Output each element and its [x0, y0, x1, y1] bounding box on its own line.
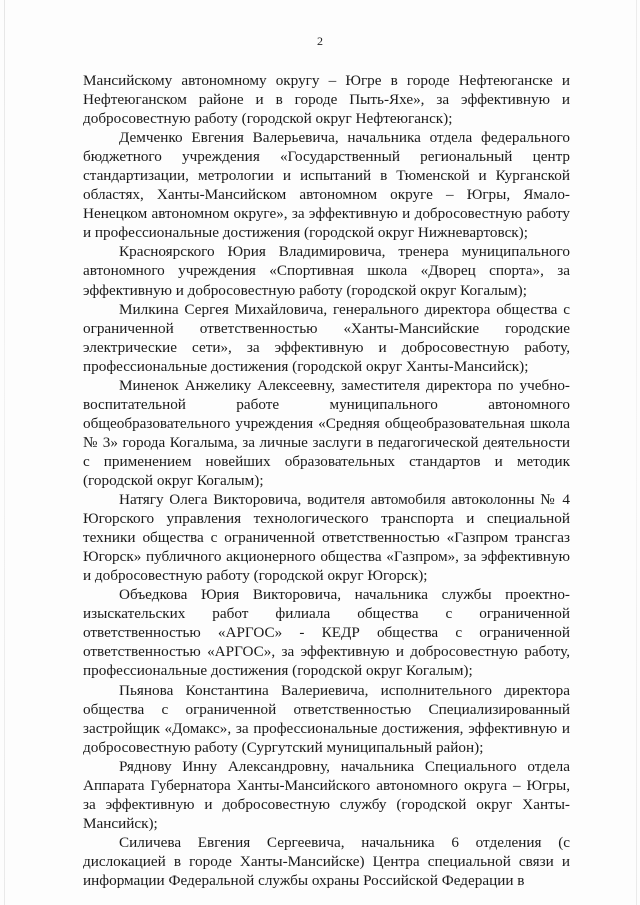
paragraph-demchenko: Демченко Евгения Валерьевича, начальника отдела федерального бюджетного учреждения «Государственный региональный центр стандартизации, метрологии и испытаний в Тюменской и Курганской областях, Ханты-Мансийском автономном округе – Югры, Ямало-Ненецком автономном округе», за эффективную и добросовестную работу и профессиональные достижения (городской округ Нижневартовск); — [83, 129, 570, 242]
document-body — [83, 71, 570, 890]
paragraph-silichev: Силичева Евгения Сергеевича, начальника 6 отделения (с дислокацией в городе Ханты-Мансийске) Центра специальной связи и информации Федеральной службы охраны Российской Федерации в — [83, 833, 570, 889]
paragraph-natyaga: Натягу Олега Викторовича, водителя автомобиля автоколонны № 4 Югорского управления технологического транспорта и специальной техники общества с ограниченной ответственностью «Газпром трансгаз Югорск» публичного акционерного общества «Газпром», за эффективную и добросовестную работу (городской округ Югорск); — [83, 491, 570, 585]
paragraph-milkin: Милкина Сергея Михайловича, генерального директора общества с ограниченной ответственностью «Ханты-Мансийские городские электрические сети», за эффективную и добросовестную работу, профессиональные достижения (городской округ Ханты-Мансийск); — [83, 300, 570, 375]
scan-edge-left — [4, 0, 5, 905]
page-number: 2 — [317, 34, 323, 48]
paragraph-ryadnova: Ряднову Инну Александровну, начальника Специального отдела Аппарата Губернатора Ханты-Мансийского автономного округа – Югры, за эффективную и добросовестную службу (городской округ Ханты-Мансийск); — [83, 757, 570, 832]
scan-edge-right — [636, 0, 637, 905]
paragraph-obedkov: Объедкова Юрия Викторовича, начальника службы проектно-изыскательских работ филиала общества с ограниченной ответственностью «АРГОС» - КЕДР общества с ограниченной ответственностью «АРГОС», за эффективную и добросовестную работу, профессиональные достижения (городской округ Когалым); — [83, 586, 570, 680]
paragraph-nefteyugansk-continuation: Мансийскому автономному округу – Югре в городе Нефтеюганске и Нефтеюганском районе и в городе Пыть-Яхе», за эффективную и добросовестную работу (городской округ Нефтеюганск); — [83, 72, 570, 128]
paragraph-krasnoyarsky: Красноярского Юрия Владимировича, тренера муниципального автономного учреждения «Спортивная школа «Дворец спорта», за эффективную и добросовестную работу (городской округ Когалым); — [83, 243, 570, 299]
paragraph-minenok: Миненок Анжелику Алексеевну, заместителя директора по учебно-воспитательной работе муниципального автономного общеобразовательного учреждения «Средняя общеобразовательная школа № 3» города Когалыма, за личные заслуги в педагогической деятельности с применением новейших образовательных стандартов и методик (городской округ Когалым); — [83, 376, 570, 489]
paragraph-pyanov: Пьянова Константина Валериевича, исполнительного директора общества с ограниченной ответственностью Специализированный застройщик «Домакс», за профессиональные достижения, эффективную и добросовестную работу (Сургутский муниципальный район); — [83, 681, 570, 756]
